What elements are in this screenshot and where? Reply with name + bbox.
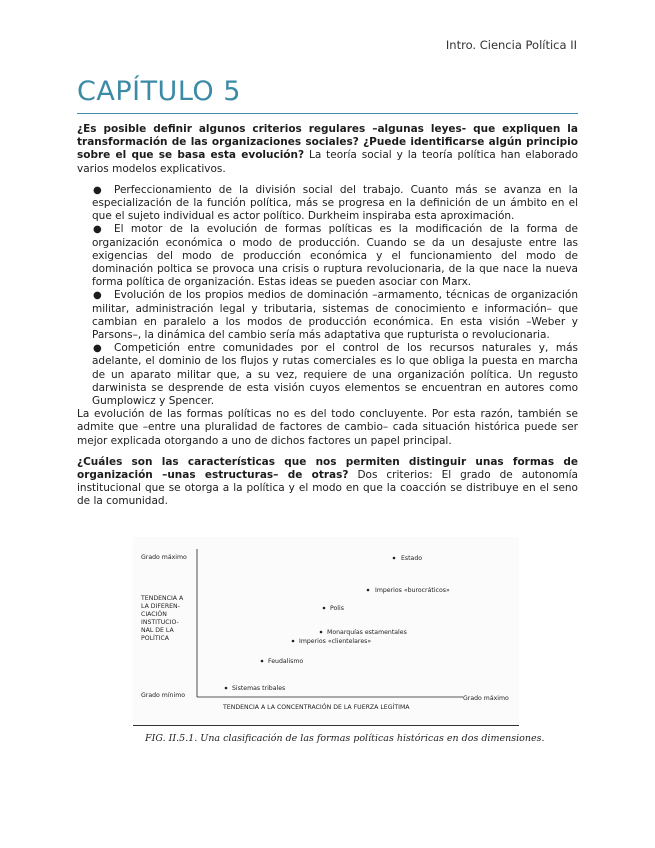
data-point-imperios-burocraticos [367, 589, 370, 592]
bullet-list [77, 184, 578, 408]
point-label-imperios-burocraticos: Imperios «burocráticos» [375, 587, 450, 594]
bullet-icon: ● [93, 343, 102, 355]
intro-question: ¿Es posible definir algunos criterios regulares –algunas leyes- que expliquen la transformación de las organizaciones sociales? ¿Puede identificarse algún principio sobre el que se basa esta evolución? [77, 123, 578, 162]
point-label-estado: Estado [401, 555, 423, 562]
bullet-icon: ● [93, 184, 102, 196]
y-axis-label-line: CIACIÓN [141, 611, 167, 618]
list-item-text: Evolución de los propios medios de dominación –armamento, técnicas de organización militar, administración legal y tributaria, sistemas de conocimiento e información– que cambian en paralelo a los modos de producción económica. En esta visión –Weber y Parsons–, la dinámica del cambio sería más adaptativa que rupturista o revolucionaria. [92, 289, 578, 342]
second-paragraph [77, 456, 578, 509]
data-point-feudalismo [261, 660, 264, 663]
y-min-label: Grado mínimo [141, 692, 186, 699]
list-item-text: Perfeccionamiento de la división social del trabajo. Cuanto más se avanza en la especialización de la función política, más se progresa en la definición de un ámbito en el que el sujeto individual es actor político. Durkheim inspiraba esta aproximación. [92, 183, 578, 223]
y-axis-label-line: LA DIFEREN- [141, 603, 180, 610]
second-question: ¿Cuáles son las características que nos permiten distinguir unas formas de organización –unas estructuras– de otras? [77, 455, 578, 482]
list-item-text: El motor de la evolución de formas políticas es la modificación de la forma de organización económica o modo de producción. Cuando se da un desajuste entre las exigencias del modo de producción económica y el funcionamiento del modo de dominación poltica se provoca una crisis o ruptura revolucionaria, de la que nace la nueva forma política de organización. Estas ideas se pueden asociar con Marx. [92, 223, 578, 289]
page-body [77, 123, 578, 509]
data-point-imperios-clientelares [292, 640, 295, 643]
intro-paragraph [77, 123, 578, 176]
point-label-monarquias-estamentales: Monarquías estamentales [327, 629, 407, 636]
chapter-title: CAPÍTULO 5 [77, 76, 241, 107]
point-label-polis: Polis [330, 605, 344, 612]
page-header: Intro. Ciencia Política II [445, 38, 577, 52]
y-axis-label-line: TENDENCIA A [141, 595, 184, 602]
figure-caption: FIG. II.5.1. Una clasificación de las formas políticas históricas en dos dimensiones. [145, 733, 545, 744]
classification-figure [133, 537, 519, 726]
bullet-icon: ● [93, 224, 102, 236]
y-axis-label-line: POLÍTICA [141, 635, 170, 642]
point-label-feudalismo: Feudalismo [268, 658, 304, 665]
x-axis-label: TENDENCIA A LA CONCENTRACIÓN DE LA FUERZA LEGÍTIMA [223, 704, 410, 711]
x-max-label: Grado máximo [463, 695, 509, 702]
list-item [77, 342, 578, 408]
list-item-text: Competición entre comunidades por el control de los recursos naturales y, más adelante, el dominio de los flujos y rutas comerciales es lo que obliga la puesta en marcha de un aparato militar que, a su vez, requiere de una organización política. Un regusto darwinista se desprende de esta visión cuyos elementos se encuentran en autores como Gumplowicz y Spencer. [92, 342, 578, 408]
y-axis-label-line: NAL DE LA [141, 627, 174, 634]
second-text: Dos criterios: El grado de autonomía institucional que se otorga a la política y el modo en que la coacción se distribuye en el seno de la comunidad. [77, 469, 578, 508]
y-axis-label-line: INSTITUCIO- [141, 619, 179, 626]
list-item [77, 223, 578, 289]
point-label-sistemas-tribales: Sistemas tribales [232, 685, 286, 692]
list-item [77, 184, 578, 224]
point-label-imperios-clientelares: Imperios «clientelares» [299, 638, 372, 645]
figure-diagram [133, 537, 519, 725]
title-divider [77, 113, 578, 114]
conclusion-paragraph: La evolución de las formas políticas no es del todo concluyente. Por esta razón, también se admite que –entre una pluralidad de factores de cambio– cada situación histórica puede ser mejor explicada otorgando a uno de dichos factores un papel principal. [77, 408, 578, 447]
data-point-polis [323, 607, 326, 610]
intro-text: La teoría social y la teoría política han elaborado varios modelos explicativos. [77, 149, 578, 175]
y-max-label: Grado máximo [141, 554, 187, 561]
list-item [77, 289, 578, 342]
data-point-monarquias-estamentales [320, 631, 323, 634]
data-point-estado [393, 557, 396, 560]
data-point-sistemas-tribales [225, 687, 228, 690]
bullet-icon: ● [93, 290, 102, 302]
